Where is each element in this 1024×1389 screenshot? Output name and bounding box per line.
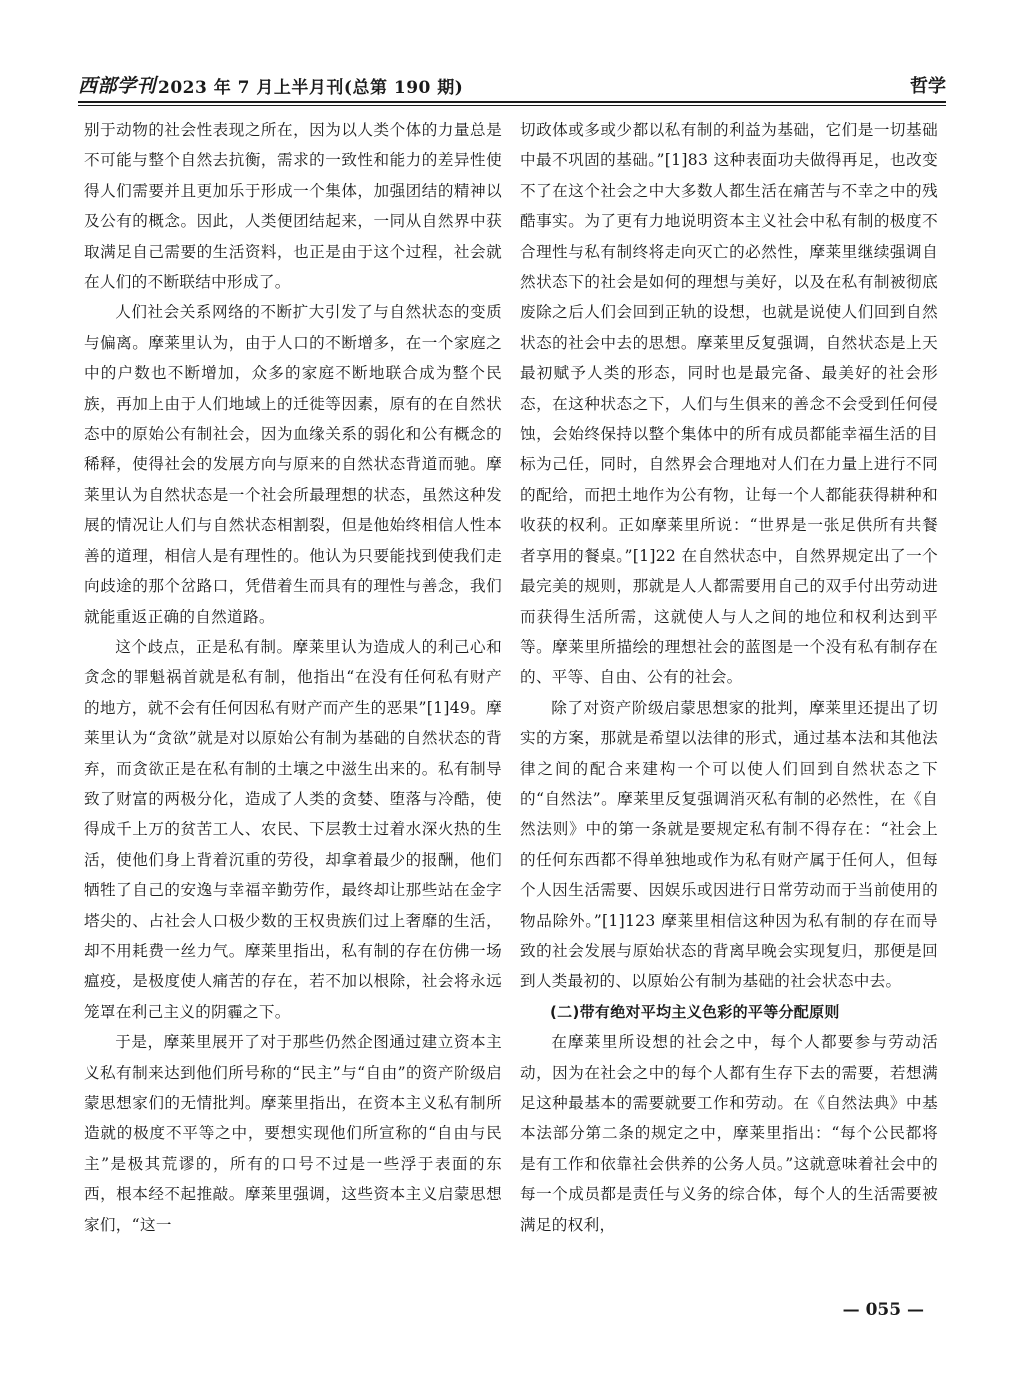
journal-logo: 西部学刊 xyxy=(78,75,157,97)
paragraph: 除了对资产阶级启蒙思想家的批判，摩莱里还提出了切实的方案，那就是希望以法律的形式，通过基本法和其他法律之间的配合来建构一个可以使人们回到自然状态之下的“自然法”。摩莱里反复强调消灭私有制的必然性，在《自然法则》中的第一条就是要规定私有制不得存在：“社会上的任何东西都不得单独地或作为私有财产属于任何人，但每个人因生活需要、因娱乐或因进行日常劳动而于当前使用的物品除外。”[1]123 摩莱里相信这种因为私有制的存在而导致的社会发展与原始状态的背离早晚会实现复归，那便是回到人类最初的、以原始公有制为基础的社会状态中去。 xyxy=(520,698,938,991)
paragraph: 切政体或多或少都以私有制的利益为基础，它们是一切基础中最不巩固的基础。”[1]83 这种表面功夫做得再足，也改变不了在这个社会之中大多数人都生活在痛苦与不幸之中的残酷事实。为了更有力地说明资本主义社会中私有制的极度不合理性与私有制终将走向灭亡的必然性，摩莱里继续强调自然状态下的社会是如何的理想与美好，以及在私有制被彻底废除之后人们会回到正轨的设想，也就是说使人们回到自然状态的社会中去的思想。摩莱里反复强调，自然状态是上天最初赋予人类的形态，同时也是最完备、最美好的社会形态，在这种状态之下，人们与生俱来的善念不会受到任何侵蚀，会始终保持以整个集体中的所有成员都能幸福生活的目标为己任，同时，自然界会合理地对人们在力量上进行不同的配给，而把土地作为公有物，让每一个人都能获得耕种和收获的权利。正如摩莱里所说：“世界是一张足供所有共餐者享用的餐桌。”[1]22 在自然状态中，自然界规定出了一个最完美的规则，那就是人人都需要用自己的双手付出劳动进而获得生活所需，这就使人与人之间的地位和权利达到平等。摩莱里所描绘的理想社会的蓝图是一个没有私有制存在的、平等、自由、公有的社会。 xyxy=(520,121,938,687)
right-column xyxy=(520,115,938,1240)
header-left xyxy=(78,71,463,98)
page-number: — 055 — xyxy=(842,1300,924,1320)
issue-info: 2023 年 7 月上半月刊(总第 190 期) xyxy=(158,78,464,98)
header-rule xyxy=(78,101,946,103)
paragraph: 别于动物的社会性表现之所在，因为以人类个体的力量总是不可能与整个自然去抗衡，需求的一致性和能力的差异性使得人们需要并且更加乐于形成一个集体，加强团结的精神以及公有的概念。因此，人类便团结起来，一同从自然界中获取满足自己需要的生活资料，也正是由于这个过程，社会就在人们的不断联结中形成了。 xyxy=(84,121,502,292)
section-label: 哲学 xyxy=(910,76,946,97)
paragraph: 人们社会关系网络的不断扩大引发了与自然状态的变质与偏离。摩莱里认为，由于人口的不断增多，在一个家庭之中的户数也不断增加，众多的家庭不断地联合成为整个民族，再加上由于人们地域上的迁徙等因素，原有的在自然状态中的原始公有制社会，因为血缘关系的弱化和公有概念的稀释，使得社会的发展方向与原来的自然状态背道而驰。摩莱里认为自然状态是一个社会所最理想的状态，虽然这种发展的情况让人们与自然状态相割裂，但是他始终相信人性本善的道理，相信人是有理性的。他认为只要能找到使我们走向歧途的那个岔路口，凭借着生而具有的理性与善念，我们就能重返正确的自然道路。 xyxy=(84,303,502,626)
paragraph: 这个歧点，正是私有制。摩莱里认为造成人的利己心和贪念的罪魁祸首就是私有制，他指出“在没有任何私有财产的地方，就不会有任何因私有财产而产生的恶果”[1]49。摩莱里认为“贪欲”就是对以原始公有制为基础的自然状态的背弃，而贪欲正是在私有制的土壤之中滋生出来的。私有制导致了财富的两极分化，造成了人类的贪婪、堕落与冷酷，使得成千上万的贫苦工人、农民、下层教士过着水深火热的生活，使他们身上背着沉重的劳役，却拿着最少的报酬，他们牺牲了自己的安逸与幸福辛勤劳作，最终却让那些站在金字塔尖的、占社会人口极少数的王权贵族们过上奢靡的生活，却不用耗费一丝力气。摩莱里指出，私有制的存在仿佛一场瘟疫，是极度使人痛苦的存在，若不加以根除，社会将永远笼罩在利己主义的阴霾之下。 xyxy=(84,637,502,1021)
page-header xyxy=(78,64,946,98)
section-heading: (二)带有绝对平均主义色彩的平等分配原则 xyxy=(550,1002,840,1021)
left-column xyxy=(84,115,502,1240)
paragraph: 于是，摩莱里展开了对于那些仍然企图通过建立资本主义私有制来达到他们所号称的“民主”与“自由”的资产阶级启蒙思想家们的无情批判。摩莱里指出，在资本主义私有制所造就的极度不平等之中，要想实现他们所宣称的“自由与民主”是极其荒谬的，所有的口号不过是一些浮于表面的东西，根本经不起推敲。摩莱里强调，这些资本主义启蒙思想家们，“这一 xyxy=(84,1033,502,1234)
paragraph: 在摩莱里所设想的社会之中，每个人都要参与劳动活动，因为在社会之中的每个人都有生存下去的需要，若想满足这种最基本的需要就要工作和劳动。在《自然法典》中基本法部分第二条的规定之中，摩莱里指出：“每个公民都将是有工作和依靠社会供养的公务人员。”这就意味着社会中的每一个成员都是责任与义务的综合体，每个人的生活需要被满足的权利， xyxy=(520,1033,938,1234)
header-rule-thin xyxy=(78,105,946,106)
